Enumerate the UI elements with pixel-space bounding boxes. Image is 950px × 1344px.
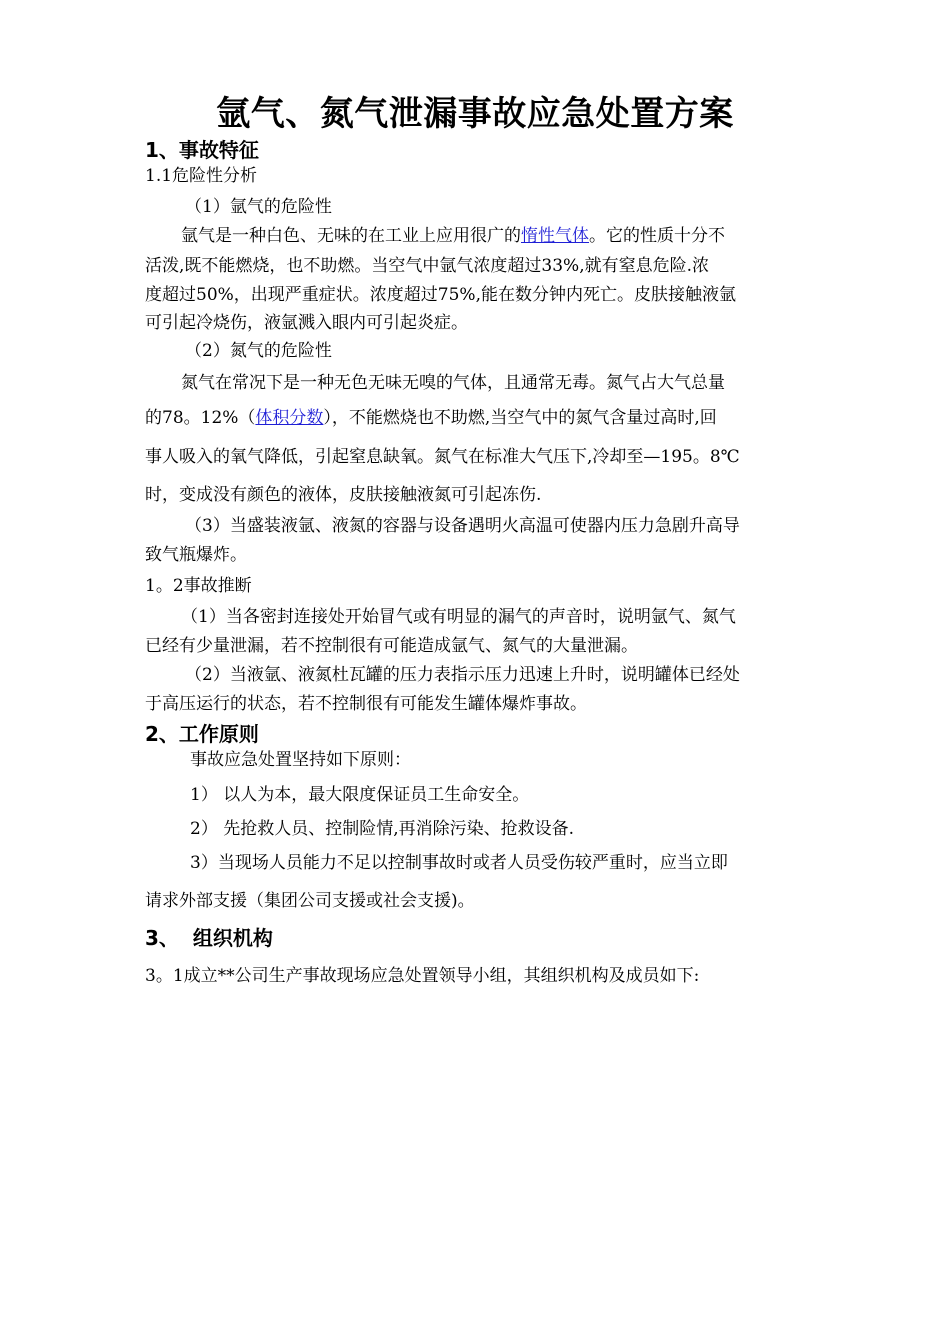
nitrogen-text-2: ），不能燃烧也不助燃,当空气中的氮气含量过高时,回 — [323, 408, 717, 428]
nitrogen-para-line-3: 事人吸入的氧气降低，引起窒息缺氧。氮气在标准大气压下,冷却至—195。8℃ — [145, 447, 740, 467]
argon-text-1: 氩气是一种白色、无味的在工业上应用很广的 — [181, 226, 521, 246]
principle-2: 2） 先抢救人员、控制险情,再消除污染、抢救设备. — [190, 819, 575, 839]
argon-para-line-1 — [181, 226, 725, 246]
section-2-heading: 2、工作原则 — [145, 722, 259, 746]
inert-gas-link[interactable]: 惰性气体 — [521, 226, 589, 246]
nitrogen-para-line-1: 氮气在常况下是一种无色无味无嗅的气体，且通常无毒。氮气占大气总量 — [181, 373, 725, 393]
argon-para-line-4: 可引起冷烧伤，液氩溅入眼内可引起炎症。 — [145, 313, 468, 333]
nitrogen-para-line-4: 时，变成没有颜色的液体，皮肤接触液氮可引起冻伤. — [145, 485, 542, 505]
inference-1-line-1: （1）当各密封连接处开始冒气或有明显的漏气的声音时，说明氩气、氮气 — [181, 607, 736, 627]
nitrogen-para-line-2 — [145, 408, 717, 428]
organization-line-1: 3。1成立**公司生产事故现场应急处置领导小组，其组织机构及成员如下: — [145, 966, 700, 986]
subsection-1-2-heading: 1。2事故推断 — [145, 576, 252, 596]
principles-intro: 事故应急处置坚持如下原则： — [190, 750, 411, 770]
principle-3-line-2: 请求外部支援（集团公司支援或社会支援)。 — [145, 891, 475, 911]
section-1-heading: 1、事故特征 — [145, 138, 259, 162]
argon-hazard-heading: （1）氩气的危险性 — [185, 197, 332, 217]
volume-fraction-link[interactable]: 体积分数 — [255, 408, 324, 428]
explosion-para-line-2: 致气瓶爆炸。 — [145, 545, 247, 565]
section-3-heading: 3、 组织机构 — [145, 926, 273, 950]
argon-para-line-2: 活泼,既不能燃烧，也不助燃。当空气中氩气浓度超过33%,就有窒息危险.浓 — [145, 256, 709, 276]
principle-3-line-1: 3）当现场人员能力不足以控制事故时或者人员受伤较严重时，应当立即 — [190, 853, 728, 873]
inference-1-line-2: 已经有少量泄漏，若不控制很有可能造成氩气、氮气的大量泄漏。 — [145, 636, 638, 656]
nitrogen-hazard-heading: （2）氮气的危险性 — [185, 341, 332, 361]
nitrogen-text-1: 的78。12%（ — [145, 408, 256, 428]
inference-2-line-2: 于高压运行的状态，若不控制很有可能发生罐体爆炸事故。 — [145, 694, 587, 714]
subsection-1-1-heading: 1.1危险性分析 — [145, 166, 258, 186]
principle-1: 1） 以人为本，最大限度保证员工生命安全。 — [190, 785, 530, 805]
argon-text-2: 。它的性质十分不 — [589, 226, 725, 246]
inference-2-line-1: （2）当液氩、液氮杜瓦罐的压力表指示压力迅速上升时，说明罐体已经处 — [185, 665, 740, 685]
argon-para-line-3: 度超过50%，出现严重症状。浓度超过75%,能在数分钟内死亡。皮肤接触液氩 — [145, 285, 736, 305]
explosion-para-line-1: （3）当盛装液氩、液氮的容器与设备遇明火高温可使器内压力急剧升高导 — [185, 516, 740, 536]
document-title: 氩气、氮气泄漏事故应急处置方案 — [216, 94, 734, 134]
